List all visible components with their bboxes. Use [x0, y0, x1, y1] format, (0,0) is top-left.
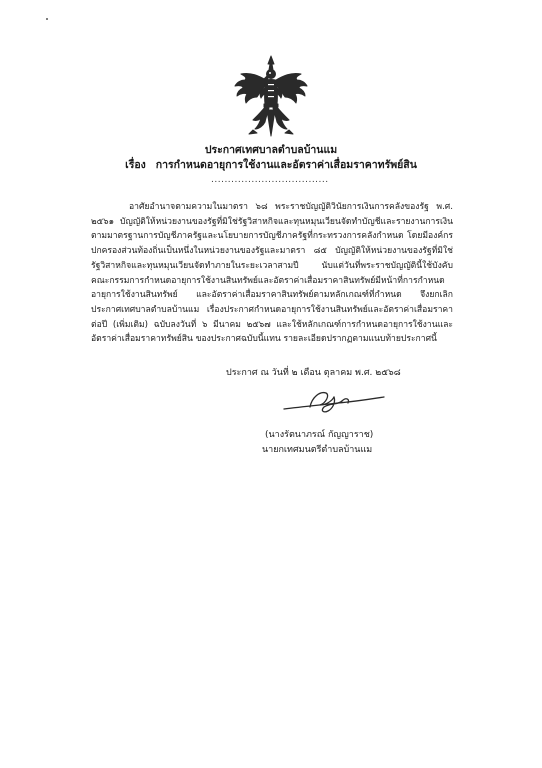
subject-label: เรื่อง [125, 159, 146, 171]
signer-position: นายกเทศมนตรีตำบลบ้านแม [262, 445, 373, 455]
signer-name: (นางรัตนาภรณ์ กัญญาราช) [265, 430, 374, 440]
subject-text: การกำหนดอายุการใช้งานและอัตราค่าเสื่อมราคาทรัพย์สิน [155, 159, 417, 171]
announcement-date: ประกาศ ณ วันที่ ๒ เดือน ตุลาคม พ.ศ. ๒๕๖๘ [226, 368, 401, 378]
body-paragraph: อาศัยอำนาจตามความในมาตรา ๖๘ พระราชบัญญัติวินัยการเงินการคลังของรัฐ พ.ศ. ๒๕๖๑ บัญญัติให้หน่วยงานของรัฐที่มิใช่รัฐวิสาหกิจและทุนหมุนเวียนจัดทำบัญชีและรายงานการเงินตามมาตรฐานการบัญชีภาครัฐและนโยบายการบัญชีภาครัฐที่กระทรวงการคลังกำหนด โดยมีองค์กรปกครองส่วนท้องถิ่นเป็นหนึ่งในหน่วยงานของรัฐและมาตรา ๘๕ บัญญัติให้หน่วยงานของรัฐที่มิใช่รัฐวิสาหกิจและทุนหมุนเวียนจัดทำภายในระยะเวลาสามปี นับแต่วันที่พระราชบัญญัตินี้ใช้บังคับ คณะกรรมการกำหนดอายุการใช้งานสินทรัพย์และอัตราค่าเสื่อมราคาสินทรัพย์มีหน้าที่การกำหนดอายุการใช้งานสินทรัพย์ และอัตราค่าเสื่อมราคาสินทรัพย์ตามหลักเกณฑ์ที่กำหนด จึงยกเลิก ประกาศเทศบาลตำบลบ้านแม เรื่องประกาศกำหนดอายุการใช้งานสินทรัพย์และอัตราค่าเสื่อมราคาต่อปี (เพิ่มเติม) ฉบับลงวันที่ ๖ มีนาคม ๒๕๖๗ และใช้หลักเกณฑ์การกำหนดอายุการใช้งานและอัตราค่าเสื่อมราคาทรัพย์สิน ของประกาศฉบับนี้แทน รายละเอียดปรากฏตามแนบท้ายประกาศนี้ [91, 202, 453, 345]
document-body [91, 200, 453, 347]
document-organization-title: ประกาศเทศบาลตำบลบ้านแม [204, 144, 338, 156]
document-subject-line [0, 158, 542, 172]
signature-icon [280, 383, 390, 417]
scan-speck [46, 18, 48, 20]
title-separator: ................................... [211, 175, 329, 185]
garuda-emblem-icon [231, 54, 311, 138]
